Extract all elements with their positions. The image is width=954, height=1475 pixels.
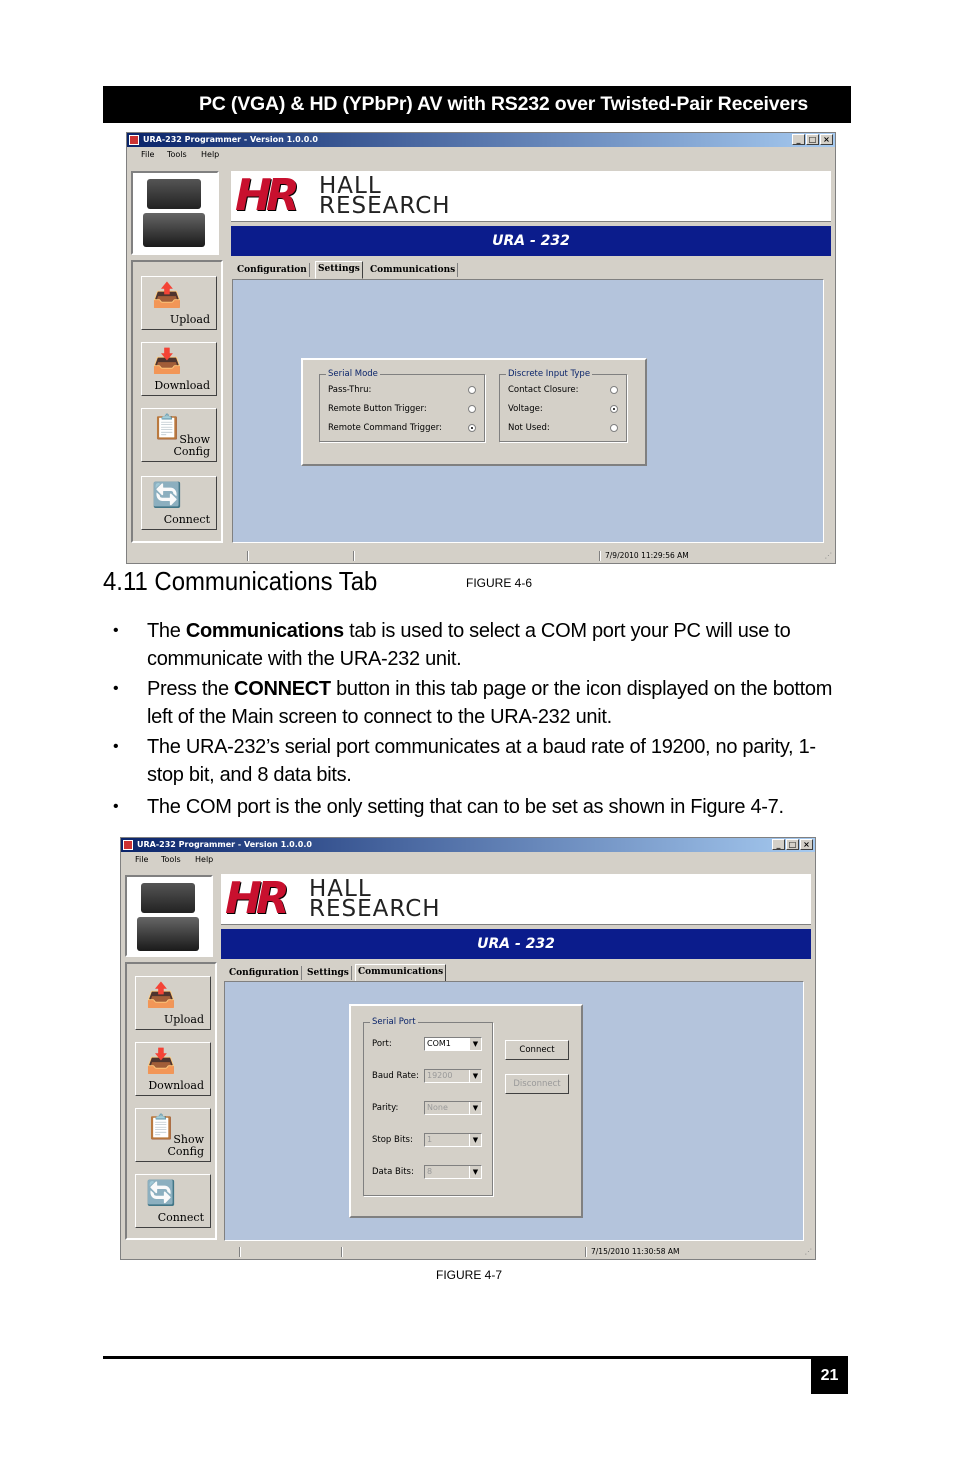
pass-thru-label: Pass-Thru: bbox=[328, 385, 372, 395]
device-photo-icon-2 bbox=[143, 213, 205, 247]
app-icon bbox=[123, 840, 133, 850]
parity-value: None bbox=[427, 1103, 448, 1112]
status-separator bbox=[353, 551, 355, 561]
status-separator bbox=[599, 551, 601, 561]
serial-mode-group bbox=[319, 369, 485, 442]
connect-side-label: Connect bbox=[163, 513, 210, 526]
title-bar[interactable] bbox=[127, 133, 835, 147]
communications-panel bbox=[349, 1004, 583, 1218]
connect-side-button[interactable] bbox=[135, 1174, 211, 1228]
connect-icon: 🔄 bbox=[152, 481, 182, 509]
page-number: 21 bbox=[811, 1358, 848, 1394]
upload-button[interactable] bbox=[141, 276, 217, 330]
resize-grip-icon[interactable]: ⋰ bbox=[804, 1247, 812, 1256]
running-header-title: PC (VGA) & HD (YPbPr) AV with RS232 over Twisted-Pair Receivers bbox=[199, 93, 809, 115]
remote-command-trigger-radio[interactable] bbox=[468, 424, 476, 432]
connect-icon: 🔄 bbox=[146, 1179, 176, 1207]
upload-icon: 📤 bbox=[152, 281, 182, 309]
brand-research: RESEARCH bbox=[319, 193, 451, 219]
running-header bbox=[103, 86, 851, 123]
close-icon[interactable]: × bbox=[800, 839, 813, 850]
discrete-input-title: Discrete Input Type bbox=[508, 369, 591, 379]
brand-hall: HALL bbox=[319, 173, 382, 199]
serial-port-title: Serial Port bbox=[372, 1017, 416, 1027]
figure-4-7-caption: FIGURE 4-7 bbox=[436, 1268, 503, 1282]
pass-thru-radio[interactable] bbox=[468, 386, 476, 394]
resize-grip-icon[interactable]: ⋰ bbox=[824, 551, 832, 560]
status-bar bbox=[127, 549, 835, 563]
window-title: URA-232 Programmer - Version 1.0.0.0 bbox=[137, 840, 312, 849]
menu-file[interactable]: File bbox=[135, 855, 149, 864]
tab-communications[interactable]: Communications bbox=[355, 964, 446, 982]
app-window-fig6 bbox=[126, 132, 836, 564]
show-config-icon: 📋 bbox=[146, 1113, 176, 1141]
settings-page bbox=[232, 279, 824, 543]
settings-panel bbox=[301, 358, 647, 466]
sidebar bbox=[125, 962, 217, 1240]
remote-button-trigger-label: Remote Button Trigger: bbox=[328, 404, 427, 414]
menu-bar bbox=[121, 853, 815, 867]
bullet-list bbox=[103, 617, 843, 823]
app-window-fig7 bbox=[120, 837, 816, 1260]
bullet-item: • The URA-232’s serial port communicates at a baud rate of 19200, no parity, 1-stop bit, and 8 data bits. bbox=[103, 733, 843, 789]
brand-research: RESEARCH bbox=[309, 896, 441, 922]
status-separator bbox=[341, 1247, 343, 1257]
app-icon bbox=[129, 135, 139, 145]
connect-side-button[interactable] bbox=[141, 476, 217, 530]
baud-rate-label: Baud Rate: bbox=[372, 1071, 419, 1081]
show-config-label bbox=[167, 1134, 204, 1158]
stop-bits-select[interactable] bbox=[424, 1133, 482, 1147]
tab-settings[interactable]: Settings bbox=[305, 966, 352, 980]
config-label: Config bbox=[167, 1145, 204, 1158]
bullet-item: • Press the CONNECT button in this tab page or the icon displayed on the bottom left of the Main screen to connect to the URA-232 unit. bbox=[103, 675, 843, 731]
menu-file[interactable]: File bbox=[141, 150, 155, 159]
brand-hall: HALL bbox=[309, 876, 372, 902]
upload-icon: 📤 bbox=[146, 981, 176, 1009]
stop-bits-value: 1 bbox=[427, 1135, 433, 1144]
hr-logo: HR bbox=[225, 873, 284, 924]
status-timestamp: 7/9/2010 11:29:56 AM bbox=[605, 551, 689, 560]
product-image bbox=[125, 875, 213, 957]
parity-select[interactable] bbox=[424, 1101, 482, 1115]
download-icon: 📥 bbox=[146, 1047, 176, 1075]
contact-closure-radio[interactable] bbox=[610, 386, 618, 394]
brand-banner bbox=[231, 171, 831, 222]
show-config-icon: 📋 bbox=[152, 413, 182, 441]
chevron-down-icon[interactable]: ▼ bbox=[469, 1070, 481, 1082]
show-label: Show bbox=[179, 433, 210, 446]
chevron-down-icon[interactable]: ▼ bbox=[469, 1102, 481, 1114]
show-config-button[interactable] bbox=[135, 1108, 211, 1162]
data-bits-select[interactable] bbox=[424, 1165, 482, 1179]
port-label: Port: bbox=[372, 1039, 392, 1049]
hr-logo: HR bbox=[235, 170, 294, 221]
baud-rate-select[interactable] bbox=[424, 1069, 482, 1083]
connect-button[interactable]: Connect bbox=[505, 1040, 569, 1060]
data-bits-value: 8 bbox=[427, 1167, 433, 1176]
parity-label: Parity: bbox=[372, 1103, 399, 1113]
download-label: Download bbox=[154, 379, 210, 392]
remote-button-trigger-radio[interactable] bbox=[468, 405, 476, 413]
window-title: URA-232 Programmer - Version 1.0.0.0 bbox=[143, 135, 318, 144]
device-photo-icon bbox=[147, 179, 201, 209]
maximize-icon[interactable]: □ bbox=[806, 134, 819, 145]
not-used-radio[interactable] bbox=[610, 424, 618, 432]
remote-command-trigger-label: Remote Command Trigger: bbox=[328, 423, 442, 433]
chevron-down-icon[interactable]: ▼ bbox=[469, 1166, 481, 1178]
bullet-item: • The COM port is the only setting that can to be set as shown in Figure 4-7. bbox=[103, 793, 843, 821]
sidebar bbox=[131, 260, 223, 543]
menu-bar bbox=[127, 148, 835, 162]
download-button[interactable] bbox=[135, 1042, 211, 1096]
minimize-icon[interactable]: _ bbox=[792, 134, 805, 145]
tab-configuration[interactable]: Configuration bbox=[235, 263, 310, 277]
communications-page bbox=[224, 981, 804, 1241]
port-value: COM1 bbox=[427, 1039, 451, 1048]
tab-strip bbox=[227, 966, 787, 982]
chevron-down-icon[interactable]: ▼ bbox=[469, 1134, 481, 1146]
tab-strip bbox=[235, 263, 795, 279]
voltage-label: Voltage: bbox=[508, 404, 543, 414]
upload-label: Upload bbox=[163, 1013, 204, 1026]
menu-tools[interactable]: Tools bbox=[167, 150, 187, 159]
show-config-label bbox=[173, 434, 210, 458]
close-icon[interactable]: × bbox=[820, 134, 833, 145]
serial-mode-title: Serial Mode bbox=[328, 369, 378, 379]
section-title: 4.11 Communications Tab bbox=[103, 566, 378, 596]
bullet-item: • The Communications tab is used to select a COM port your PC will use to communicate with the URA-232 unit. bbox=[103, 617, 843, 673]
download-button[interactable] bbox=[141, 342, 217, 396]
connect-side-label: Connect bbox=[157, 1211, 204, 1224]
status-separator bbox=[239, 1247, 241, 1257]
upload-label: Upload bbox=[169, 313, 210, 326]
voltage-radio[interactable] bbox=[610, 405, 618, 413]
figure-4-6-caption: FIGURE 4-6 bbox=[466, 576, 533, 590]
status-timestamp: 7/15/2010 11:30:58 AM bbox=[591, 1247, 680, 1256]
minimize-icon[interactable]: _ bbox=[772, 839, 785, 850]
data-bits-label: Data Bits: bbox=[372, 1167, 414, 1177]
discrete-input-group bbox=[499, 369, 627, 442]
serial-port-group bbox=[363, 1017, 493, 1196]
show-config-button[interactable] bbox=[141, 408, 217, 462]
brand-banner bbox=[221, 874, 811, 925]
tab-communications[interactable]: Communications bbox=[368, 263, 458, 277]
contact-closure-label: Contact Closure: bbox=[508, 385, 579, 395]
download-label: Download bbox=[148, 1079, 204, 1092]
maximize-icon[interactable]: □ bbox=[786, 839, 799, 850]
menu-tools[interactable]: Tools bbox=[161, 855, 181, 864]
show-label: Show bbox=[173, 1133, 204, 1146]
menu-help[interactable]: Help bbox=[201, 150, 220, 159]
status-bar bbox=[121, 1245, 815, 1259]
menu-help[interactable]: Help bbox=[195, 855, 214, 864]
config-label: Config bbox=[173, 445, 210, 458]
device-photo-icon bbox=[141, 883, 195, 913]
disconnect-button[interactable]: Disconnect bbox=[505, 1074, 569, 1094]
status-separator bbox=[247, 551, 249, 561]
stop-bits-label: Stop Bits: bbox=[372, 1135, 413, 1145]
chevron-down-icon[interactable]: ▼ bbox=[469, 1038, 481, 1050]
upload-button[interactable] bbox=[135, 976, 211, 1030]
product-image bbox=[131, 171, 219, 255]
not-used-label: Not Used: bbox=[508, 423, 550, 433]
tab-configuration[interactable]: Configuration bbox=[227, 966, 302, 980]
baud-rate-value: 19200 bbox=[427, 1071, 453, 1080]
status-separator bbox=[585, 1247, 587, 1257]
product-bar: URA - 232 bbox=[221, 929, 811, 959]
tab-settings[interactable]: Settings bbox=[315, 261, 363, 279]
product-bar: URA - 232 bbox=[231, 226, 831, 256]
device-photo-icon-2 bbox=[137, 917, 199, 951]
port-select[interactable] bbox=[424, 1037, 482, 1051]
download-icon: 📥 bbox=[152, 347, 182, 375]
footer-rule bbox=[103, 1356, 848, 1359]
title-bar[interactable] bbox=[121, 838, 815, 852]
